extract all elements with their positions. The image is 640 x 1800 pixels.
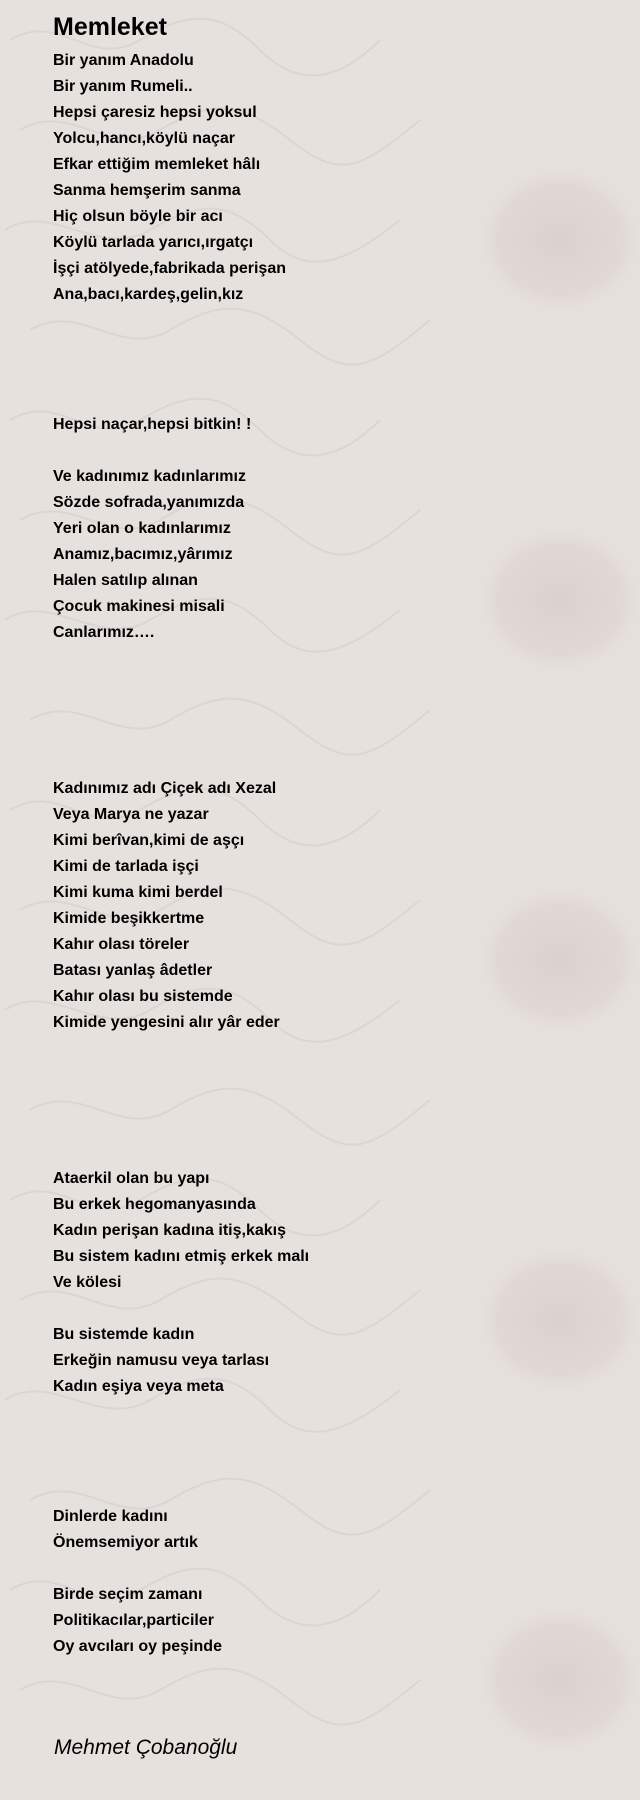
poem-line: Çocuk makinesi misali (53, 598, 225, 615)
stanza (53, 1582, 613, 1660)
poem-line: Erkeğin namusu veya tarlası (53, 1352, 270, 1369)
poem-line: İşçi atölyede,fabrikada perişan (53, 260, 286, 277)
poem-line: Kahır olası töreler (53, 936, 190, 953)
stanza (53, 1504, 613, 1556)
poem-line: Bir yanım Anadolu (53, 52, 194, 69)
poem-line: Kimide beşikkertme (53, 910, 205, 927)
poem-line: Yeri olan o kadınlarımız (53, 520, 231, 537)
poem-line: Bu erkek hegomanyasında (53, 1196, 256, 1213)
poem-line: Ve kölesi (53, 1274, 122, 1291)
poem-line: Hepsi çaresiz hepsi yoksul (53, 104, 257, 121)
poem-line: Anamız,bacımız,yârımız (53, 546, 233, 563)
poem-line: Batası yanlaş âdetler (53, 962, 213, 979)
poem-line: Ana,bacı,kardeş,gelin,kız (53, 286, 244, 303)
poem-line: Efkar ettiğim memleket hâlı (53, 156, 261, 173)
poem-line: Önemsemiyor artık (53, 1534, 198, 1551)
stanza (53, 48, 613, 308)
poem-line: Dinlerde kadını (53, 1508, 168, 1525)
poem-line: Oy avcıları oy peşinde (53, 1638, 222, 1655)
poem-line: Canlarımız…. (53, 624, 155, 641)
poem-line: Bir yanım Rumeli.. (53, 78, 193, 95)
stanza (53, 464, 613, 646)
poem-line: Kimide yengesini alır yâr eder (53, 1014, 280, 1031)
poem-line: Kahır olası bu sistemde (53, 988, 233, 1005)
poem-line: Hepsi naçar,hepsi bitkin! ! (53, 416, 252, 433)
poem-line: Sözde sofrada,yanımızda (53, 494, 245, 511)
poem-line: Sanma hemşerim sanma (53, 182, 241, 199)
poem-line: Ataerkil olan bu yapı (53, 1170, 210, 1187)
poem-line: Hiç olsun böyle bir acı (53, 208, 223, 225)
poem-line: Köylü tarlada yarıcı,ırgatçı (53, 234, 254, 251)
poem-line: Politikacılar,particiler (53, 1612, 214, 1629)
poem-line: Kadın perişan kadına itiş,kakış (53, 1222, 286, 1239)
poem-author: Mehmet Çobanoğlu (54, 1736, 238, 1759)
poem-line: Ve kadınımız kadınlarımız (53, 468, 246, 485)
poem-title: Memleket (53, 13, 167, 41)
stanza (53, 1166, 613, 1296)
poem-line: Kadınımız adı Çiçek adı Xezal (53, 780, 277, 797)
poem-line: Kimi kuma kimi berdel (53, 884, 223, 901)
poem-line: Veya Marya ne yazar (53, 806, 209, 823)
stanza (53, 412, 613, 438)
poem-line: Kimi de tarlada işçi (53, 858, 199, 875)
stanza (53, 776, 613, 1036)
poem-line: Yolcu,hancı,köylü naçar (53, 130, 235, 147)
poem-line: Kimi berîvan,kimi de aşçı (53, 832, 245, 849)
poem-line: Bu sistemde kadın (53, 1326, 195, 1343)
poem-line: Bu sistem kadını etmiş erkek malı (53, 1248, 310, 1265)
poem (53, 10, 613, 1660)
poem-line: Halen satılıp alınan (53, 572, 198, 589)
stanza (53, 1322, 613, 1400)
poem-line: Birde seçim zamanı (53, 1586, 203, 1603)
poem-line: Kadın eşiya veya meta (53, 1378, 224, 1395)
